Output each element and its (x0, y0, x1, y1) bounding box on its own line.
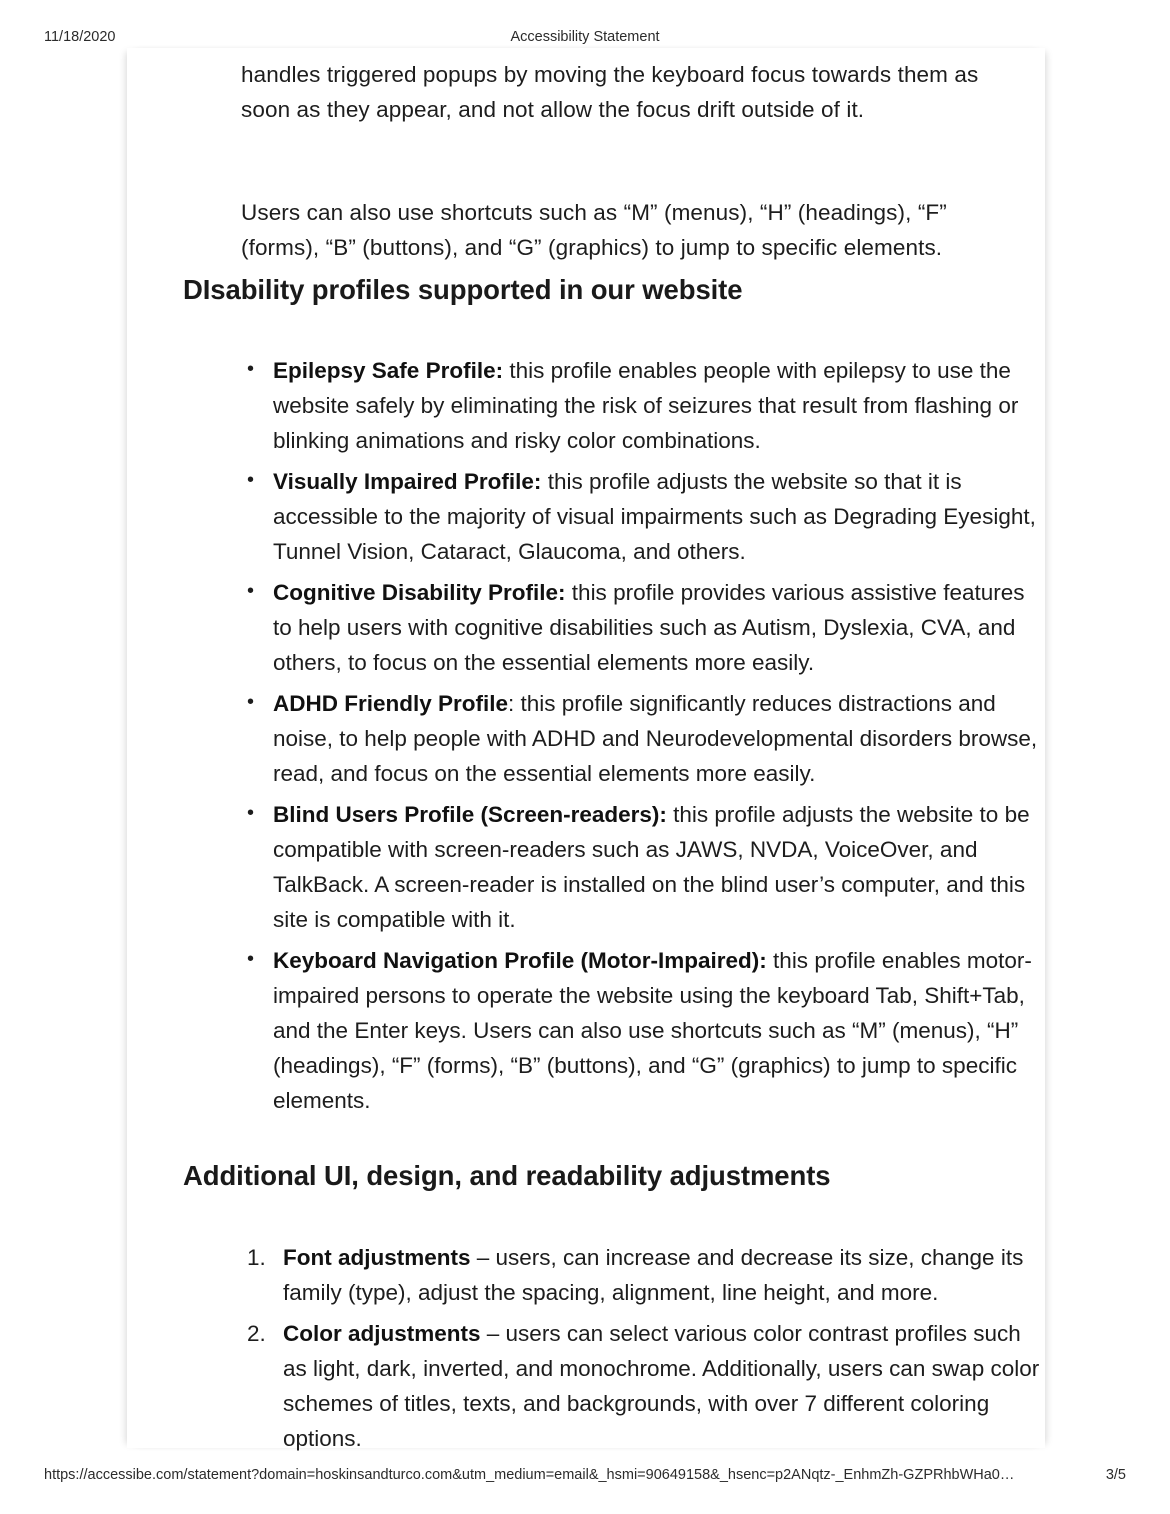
list-item-label: Cognitive Disability Profile: (273, 580, 566, 605)
list-item (247, 943, 1047, 1118)
list-item-text: : this profile significantly reduces distractions and noise, to help people with ADHD and Neurodevelopmental disorders browse, read, and focus on the essential elements more easily. (273, 691, 1038, 786)
list-item-text: this profile enables motor-impaired persons to operate the website using the keyboard Tab, Shift+Tab, and the Enter keys. Users can also use shortcuts such as “M” (menus), “H” (headings), “F” (forms), “B” (buttons), and “G” (graphics) to jump to specific elements. (273, 948, 1032, 1113)
document-page-sheet (127, 48, 1045, 1451)
list-item-text: this profile adjusts the website to be compatible with screen-readers such as JAWS, NVDA, VoiceOver, and TalkBack. A screen-reader is installed on the blind user’s computer, and this site is compatible with it. (273, 802, 1030, 932)
section-heading-disability-profiles: DIsability profiles supported in our website (183, 274, 743, 305)
list-item (247, 575, 1047, 680)
list-item (247, 1240, 1047, 1310)
list-item-label: ADHD Friendly Profile (273, 691, 509, 716)
list-item-label: Font adjustments (283, 1245, 471, 1270)
list-item-label: Color adjustments (283, 1321, 481, 1346)
print-header-date: 11/18/2020 (44, 29, 116, 45)
list-item (247, 464, 1047, 569)
print-footer (0, 1465, 1170, 1485)
section-heading-additional-adjustments: Additional UI, design, and readability adjustments (183, 1160, 831, 1191)
print-footer-page-indicator: 3/5 (1105, 1467, 1126, 1483)
list-item-text: – users, can increase and decrease its size, change its family (type), adjust the spacing, alignment, line height, and more. (283, 1245, 1024, 1305)
list-item (247, 353, 1047, 458)
print-footer-url: https://accessibe.com/statement?domain=hoskinsandturco.com&utm_medium=email&_hsmi=90649158&_hsenc=p2ANqtz-_EnhmZh-GZPRhbWHa0… (44, 1467, 1015, 1483)
print-header (0, 27, 1170, 47)
additional-adjustments-list (217, 1240, 1047, 1462)
intro-paragraph-2: Users can also use shortcuts such as “M” (menus), “H” (headings), “F” (forms), “B” (buttons), and “G” (graphics) to jump to specific elements. (241, 200, 947, 260)
list-item-label: Epilepsy Safe Profile: (273, 358, 504, 383)
intro-paragraph-block (241, 57, 1001, 265)
list-item-text: this profile adjusts the website so that it is accessible to the majority of visual impairments such as Degrading Eyesight, Tunnel Vision, Cataract, Glaucoma, and others. (273, 469, 1036, 564)
intro-paragraph-1: handles triggered popups by moving the keyboard focus towards them as soon as they appear, and not allow the focus drift outside of it. (241, 62, 979, 122)
disability-profiles-list (217, 353, 1047, 1124)
list-item (247, 686, 1047, 791)
list-item (247, 1316, 1047, 1456)
list-item-text: this profile provides various assistive features to help users with cognitive disabilities such as Autism, Dyslexia, CVA, and others, to focus on the essential elements more easily. (273, 580, 1025, 675)
list-item-label: Visually Impaired Profile: (273, 469, 542, 494)
list-item-text: – users can select various color contrast profiles such as light, dark, inverted, and monochrome. Additionally, users can swap color schemes of titles, texts, and backgrounds, with over 7 different coloring options. (283, 1321, 1040, 1451)
list-item-label: Blind Users Profile (Screen-readers): (273, 802, 667, 827)
list-item-label: Keyboard Navigation Profile (Motor-Impaired): (273, 948, 767, 973)
list-item (247, 797, 1047, 937)
print-header-document-title: Accessibility Statement (510, 29, 660, 45)
list-item-text: this profile enables people with epilepsy to use the website safely by eliminating the risk of seizures that result from flashing or blinking animations and risky color combinations. (273, 358, 1019, 453)
